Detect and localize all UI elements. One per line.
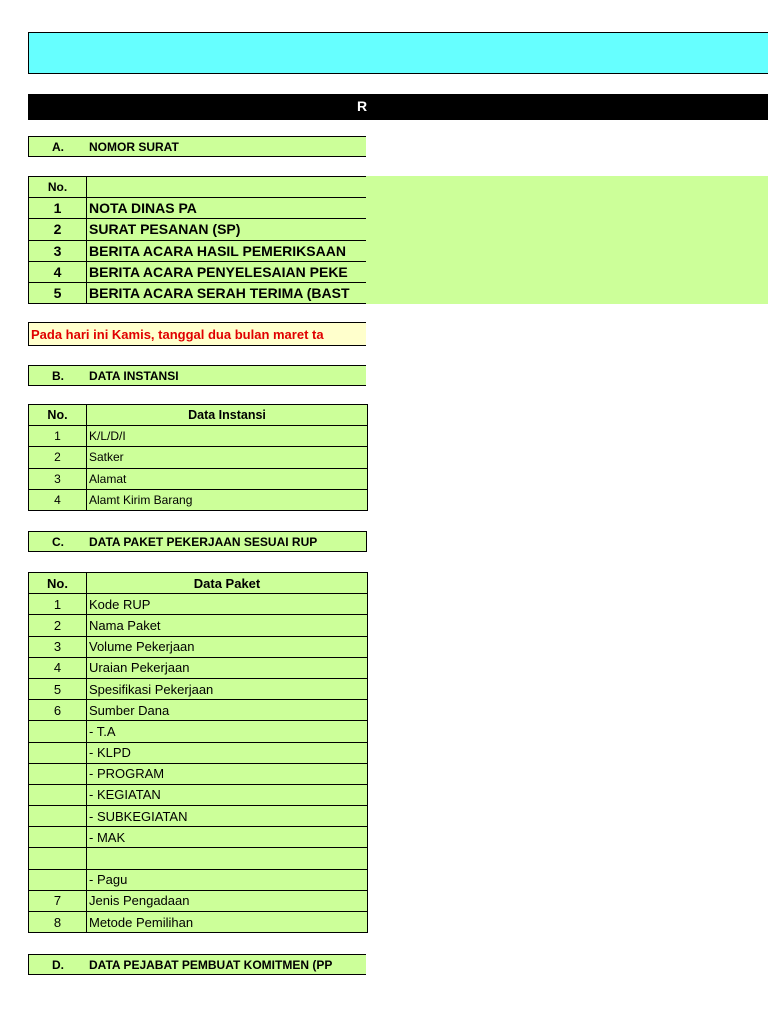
row-label: Nama Paket	[87, 615, 368, 636]
col-no-header: No.	[29, 405, 87, 426]
section-b-table-wrap	[28, 404, 367, 511]
statement-line	[28, 322, 366, 346]
document-heading-bar	[28, 94, 768, 120]
row-no	[29, 763, 87, 784]
table-row[interactable]	[29, 890, 368, 911]
table-row[interactable]	[29, 282, 367, 303]
row-no	[29, 848, 87, 869]
row-no	[29, 827, 87, 848]
section-c-header	[28, 531, 367, 552]
statement-text: Pada hari ini Kamis, tanggal dua bulan maret ta	[31, 327, 324, 342]
col-no-header: No.	[29, 573, 87, 594]
row-no: 4	[29, 261, 87, 282]
col-desc-header: Data Paket	[87, 573, 368, 594]
row-label: Satker	[87, 447, 368, 468]
table-row[interactable]	[29, 869, 368, 890]
row-label: - KEGIATAN	[87, 784, 368, 805]
row-label: - T.A	[87, 721, 368, 742]
table-row[interactable]	[29, 594, 368, 615]
table-row[interactable]	[29, 240, 367, 261]
row-label: Kode RUP	[87, 594, 368, 615]
table-row[interactable]	[29, 721, 368, 742]
table-row[interactable]	[29, 426, 368, 447]
table-header-row	[29, 177, 367, 198]
row-no: 5	[29, 282, 87, 303]
section-d-title: DATA PEJABAT PEMBUAT KOMITMEN (PP	[89, 958, 333, 972]
table-row[interactable]	[29, 261, 367, 282]
section-b-title: DATA INSTANSI	[89, 369, 179, 383]
row-label: BERITA ACARA SERAH TERIMA (BAST	[87, 282, 367, 303]
row-label: BERITA ACARA PENYELESAIAN PEKE	[87, 261, 367, 282]
document-heading: R	[357, 98, 368, 114]
row-label: Alamat	[87, 468, 368, 489]
row-label: K/L/D/I	[87, 426, 368, 447]
row-no	[29, 806, 87, 827]
table-row[interactable]	[29, 447, 368, 468]
table-row[interactable]	[29, 742, 368, 763]
table-row[interactable]	[29, 784, 368, 805]
row-label: Metode Pemilihan	[87, 912, 368, 933]
row-no	[29, 784, 87, 805]
row-label: Uraian Pekerjaan	[87, 657, 368, 678]
row-no: 8	[29, 912, 87, 933]
section-b-table	[28, 404, 368, 511]
col-no-header: No.	[29, 177, 87, 198]
table-row[interactable]	[29, 912, 368, 933]
row-no	[29, 742, 87, 763]
row-no: 5	[29, 678, 87, 699]
title-banner	[28, 32, 768, 74]
section-c-table-wrap	[28, 572, 367, 933]
row-no: 3	[29, 636, 87, 657]
row-label: NOTA DINAS PA	[87, 198, 367, 219]
row-no: 1	[29, 198, 87, 219]
table-row[interactable]	[29, 763, 368, 784]
row-label: Sumber Dana	[87, 700, 368, 721]
row-no: 2	[29, 447, 87, 468]
row-label: Jenis Pengadaan	[87, 890, 368, 911]
row-no: 4	[29, 489, 87, 510]
row-no: 1	[29, 426, 87, 447]
row-label	[87, 848, 368, 869]
row-label: BERITA ACARA HASIL PEMERIKSAAN	[87, 240, 367, 261]
table-row[interactable]	[29, 489, 368, 510]
table-row[interactable]	[29, 657, 368, 678]
row-no: 3	[29, 240, 87, 261]
section-c-table	[28, 572, 368, 933]
section-a-table	[28, 176, 366, 304]
row-label: - Pagu	[87, 869, 368, 890]
row-label: - MAK	[87, 827, 368, 848]
table-row[interactable]	[29, 848, 368, 869]
row-no: 2	[29, 615, 87, 636]
col-desc-header: Data Instansi	[87, 405, 368, 426]
section-b-header	[28, 365, 366, 386]
row-no: 2	[29, 219, 87, 240]
table-row[interactable]	[29, 219, 367, 240]
row-label: - KLPD	[87, 742, 368, 763]
table-row[interactable]	[29, 615, 368, 636]
section-a-header	[28, 136, 366, 157]
col-desc-header	[87, 177, 367, 198]
table-row[interactable]	[29, 198, 367, 219]
section-d-letter: D.	[52, 958, 64, 972]
row-no: 6	[29, 700, 87, 721]
row-no: 4	[29, 657, 87, 678]
section-a-letter: A.	[52, 140, 64, 154]
table-row[interactable]	[29, 636, 368, 657]
section-d-header	[28, 954, 366, 975]
row-label: - SUBKEGIATAN	[87, 806, 368, 827]
row-no: 7	[29, 890, 87, 911]
section-c-title: DATA PAKET PEKERJAAN SESUAI RUP	[89, 535, 318, 549]
table-row[interactable]	[29, 806, 368, 827]
row-label: SURAT PESANAN (SP)	[87, 219, 367, 240]
section-a-fill	[366, 176, 768, 304]
row-label: Alamt Kirim Barang	[87, 489, 368, 510]
row-no: 3	[29, 468, 87, 489]
section-c-letter: C.	[52, 535, 64, 549]
row-no	[29, 721, 87, 742]
row-label: Spesifikasi Pekerjaan	[87, 678, 368, 699]
section-a-table-wrap	[28, 176, 366, 304]
row-label: - PROGRAM	[87, 763, 368, 784]
row-no	[29, 869, 87, 890]
section-b-letter: B.	[52, 369, 64, 383]
table-header-row	[29, 573, 368, 594]
row-label: Volume Pekerjaan	[87, 636, 368, 657]
table-header-row	[29, 405, 368, 426]
row-no: 1	[29, 594, 87, 615]
section-a-title: NOMOR SURAT	[89, 140, 179, 154]
table-row[interactable]	[29, 678, 368, 699]
table-row[interactable]	[29, 468, 368, 489]
table-row[interactable]	[29, 827, 368, 848]
table-row[interactable]	[29, 700, 368, 721]
